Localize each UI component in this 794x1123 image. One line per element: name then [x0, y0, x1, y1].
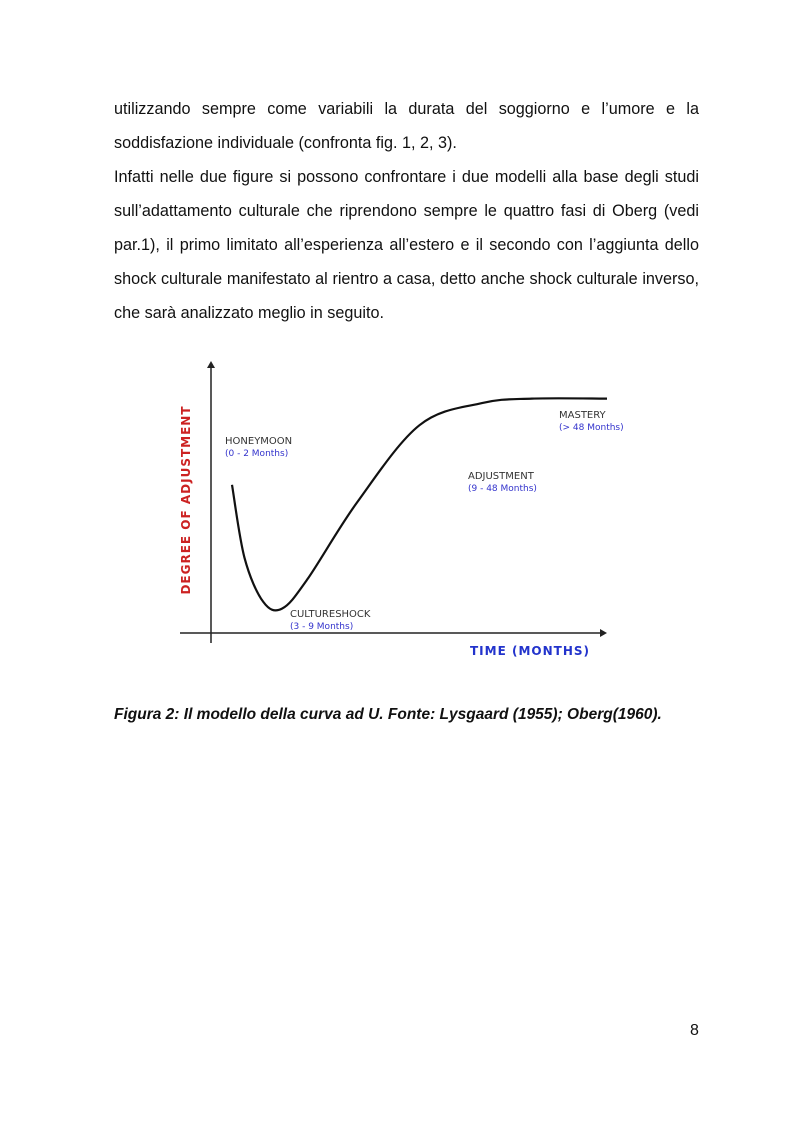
paragraph-2: Infatti nelle due figure si possono confrontare i due modelli alla base degli studi sull’adattamento culturale che riprendono sempre le quattro fasi di Oberg (vedi par.1), il primo limitato all’esperienza all’estero e il secondo con l’aggiunta dello shock culturale manifestato al rientro a casa, detto anche shock culturale inverso, che sarà analizzato meglio in seguito.	[114, 168, 699, 322]
u-curve-figure	[160, 355, 640, 670]
adjustment-curve	[232, 398, 607, 610]
x-axis-arrow	[600, 629, 607, 637]
adjustment-range: (9 - 48 Months)	[468, 484, 537, 494]
cultureshock-label: CULTURESHOCK	[290, 609, 371, 620]
honeymoon-range: (0 - 2 Months)	[225, 449, 289, 459]
cultureshock-range: (3 - 9 Months)	[290, 622, 354, 632]
adjustment-label: ADJUSTMENT	[468, 471, 534, 482]
figure-caption	[114, 706, 754, 724]
u-curve-chart	[160, 355, 640, 670]
caption-label: Figura 2	[114, 706, 175, 723]
x-axis-title: TIME (MONTHS)	[470, 644, 590, 658]
caption-text: : Il modello della curva ad U. Fonte: Lysgaard (1955); Oberg(1960).	[174, 706, 662, 723]
y-axis-arrow	[207, 361, 215, 368]
paragraph-1: utilizzando sempre come variabili la durata del soggiorno e l’umore e la soddisfazione individuale (confronta fig. 1, 2, 3).	[114, 100, 699, 152]
mastery-label: MASTERY	[559, 410, 606, 421]
y-axis-title: DEGREE OF ADJUSTMENT	[179, 405, 193, 595]
honeymoon-label: HONEYMOON	[225, 436, 293, 447]
page-number: 8	[690, 1022, 699, 1039]
mastery-range: (> 48 Months)	[559, 423, 624, 433]
body-text	[114, 92, 699, 330]
